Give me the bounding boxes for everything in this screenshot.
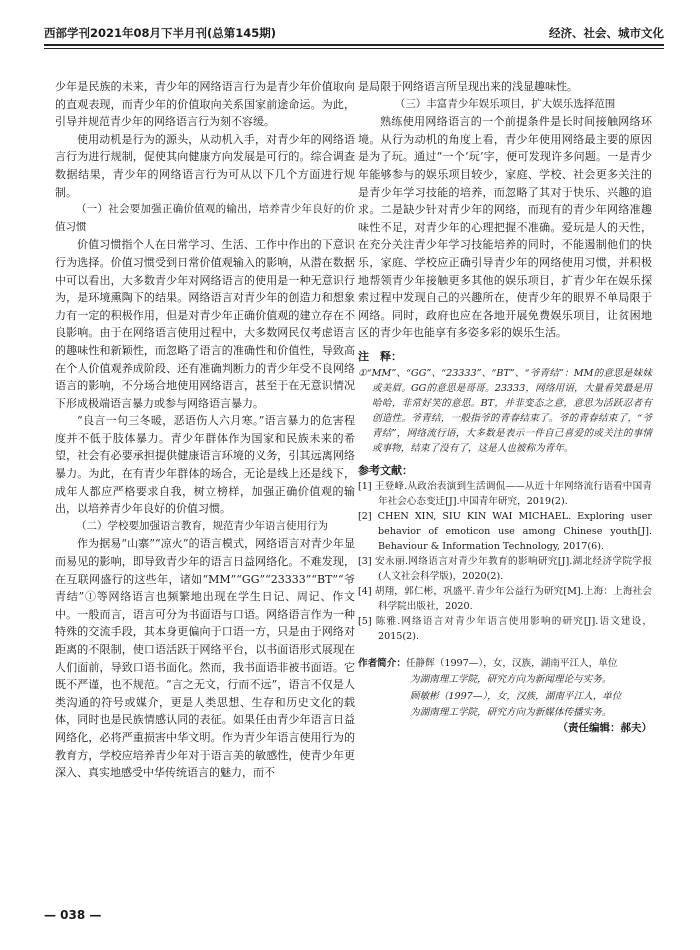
reference-item: [2] CHEN XIN, SIU KIN WAI MICHAEL. Exploring user behavior of emoticon use among Chinese youth[J]. Behaviour & Information Technology, 2017(6). <box>358 511 652 553</box>
subsection-heading: （一）社会要加强正确价值观的输出，培养青少年良好的价值习惯 <box>55 203 355 233</box>
left-column <box>55 78 355 782</box>
journal-issue: 西部学刊2021年08月下半月刊(总第145期) <box>44 26 277 40</box>
paragraph: 作为据易“山寨”“凉火”的语言模式，网络语言对青少年显而易见的影响，即导致青少年的语言日益网络化。不难发现，在互联网盛行的这些年，诸如“MM”“GG”“23333”“BT”“爷青结”①等网络语言也频繁地出现在学生日记、周记、作文中。一般而言，语言可分为书面语与口语。网络语言作为一种特殊的交流手段，其本身更偏向于口语一方，只是由于网络对距离的不限制，使口语活跃于网络平台，以书面语形式展现在人们面前，导致口语书面化。然而，我书面语非被书面语。它既不严谨，也不规范。“言之无文，行而不远”，语言不仅是人类沟通的符号或媒介，更是人类思想、生存和历史文化的载体，同时也是民族情感认同的表征。如果任由青少年语言日益网络化，必将严重损害中华文明。作为青少年语言使用行为的教育方，学校应培养青少年对于语言美的敏感性，使青少年更深入、真实地感受中华传统语言的魅力，而不 <box>55 537 355 780</box>
paragraph: 使用动机是行为的源头，从动机入手，对青少年的网络语言行为进行规制，促使其向健康方向发展是可行的。综合调查数据结果，青少年的网络语言行为可从以下几个方面进行规制。 <box>55 132 355 199</box>
author-1-detail: 为湖南理工学院，研究方向为新闻理论与实务。 <box>410 673 612 685</box>
reference-item: [5] 陈雅.网络语言对青少年语言使用影响的研究[J].语文建设，2015(2). <box>358 616 652 643</box>
footnote: ①“MM”、“GG”、“23333”、“BT”、“爷青结”：MM的意思是妹妹或美眉。GG的意思是哥哥。23333，网络用语，大量看笑最是用哈哈，非常好笑的意思。BT，并非变态之意，意思为活跃忍者有创造性。爷青结，一般指爷的青春结束了。爷的青春结束了，“爷青结”，网络流行语，大多数是表示一件自己喜爱的或关注的事情或事物，结束了没有了，这是人也被称为青年。 <box>358 367 652 454</box>
responsible-editor: （责任编辑：郝夫） <box>557 722 652 735</box>
subsection-heading: （二）学校要加强语言教育，规范青少年语言使用行为 <box>76 519 328 532</box>
section-name: 经济、社会、城市文化 <box>549 26 664 40</box>
reference-item: [3] 安永丽.网络语言对青少年教育的影响研究[J].湖北经济学院学报(人文社会科学版)，2020(2). <box>358 556 652 583</box>
paragraph: 熟练使用网络语言的一个前提条件是长时间接触网络环境。从行为动机的角度上看，青少年使用网络最主要的原因是为了玩。通过“一个‘玩’字，便可发现许多问题。一是青少年能够参与的娱乐项目较少，家庭、学校、社会更多关注的是青少年学习技能的培养，而忽略了其对于快乐、兴趣的追求。二是缺少针对青少年的网络，而现有的青少年网络准趣味性不足，对青少年的心理把握不准确。爱玩是人的天性，在充分关注青少年学习技能培养的同时，不能遏制他们的快乐，家庭、学校应正确引导青少年的网络使用习惯，并积极地帮领青少年接触更多其他的娱乐项目，扩青少年在娱乐探索过程中发现自己的兴趣所在，使青少年的眼界不单局限于网络。同时，政府也应在各地开展免费娱乐项目，让贫困地区的青少年也能享有多姿多彩的娱乐生活。 <box>358 115 652 340</box>
reference-item: [1] 王登峰.从政治表演到生活调侃——从近十年网络流行语看中国青年社会心态变迁[J].中国青年研究，2019(2). <box>358 481 652 508</box>
right-column <box>358 78 652 738</box>
author-label: 作者简介： <box>358 658 406 670</box>
references-title: 参考文献： <box>358 463 413 477</box>
paragraph: 少年是民族的未来，青少年的网络语言行为是青少年价值取向的直观表现，而青少年的价值取向关系国家前途命运。为此，引导并规范青少年的网络语言行为刻不容缓。 <box>55 80 355 129</box>
author-info <box>358 656 652 720</box>
paragraph: 是局限于网络语言所呈现出来的浅显趣味性。 <box>358 80 578 93</box>
paragraph: “良言一句三冬暖，恶语伤人六月寒。”语言暴力的危害程度并不低于肢体暴力。青少年群体作为国家和民族未来的希望，社会有必要承担提供健康语言环境的义务，引其远离网络暴力。为此，在有青少年群体的场合，无论是线上还是线下，成年人都应严格要求自我，树立榜样，加强正确价值观的输出，以培养青少年良好的价值习惯。 <box>55 414 355 516</box>
author-line <box>358 656 652 672</box>
page-number: — 038 — <box>44 908 102 922</box>
header-rule-thick <box>44 44 664 46</box>
author-2-detail: 为湖南理工学院，研究方向为新媒体传播实务。 <box>410 706 612 718</box>
author-1: 任静辉（1997—），女，汉族，湖南平江人，单位 <box>405 658 618 670</box>
author-2: 顾敏彬（1997—），女，汉族，湖南平江人，单位 <box>410 691 622 703</box>
header-rule-thin <box>44 48 664 49</box>
notes-title: 注 释： <box>358 349 402 363</box>
paragraph: 价值习惯指个人在日常学习、生活、工作中作出的下意识行为选择。价值习惯受到日常价值观输入的影响，从潜在数据中可以看出，大多数青少年对网络语言的使用是一种无意识行为，是环境熏陶下的结果。网络语言对青少年的创造力和想象力有一定的积极作用，但是对青少年正确价值观的建立存在不良影响。由于在网络语言使用过程中，大多数网民仅考虑语言的趣味性和新颖性，而忽略了语言的准确性和价值性，导致高在个人价值观养成阶段、还有准确判断力的青少年受不良网络语言的影响，不分场合地使用网络语言，甚至于在无意识情况下形成极端语言暴力或参与网络语言暴力。 <box>55 238 355 410</box>
page-header <box>44 22 664 44</box>
subsection-heading: （三）丰富青少年娱乐项目，扩大娱乐选择范围 <box>394 97 616 110</box>
reference-item: [4] 胡翔，郭仁彬，巩盛平.青少年公益行为研究[M].上海：上海社会科学院出版社，2020. <box>358 586 652 613</box>
